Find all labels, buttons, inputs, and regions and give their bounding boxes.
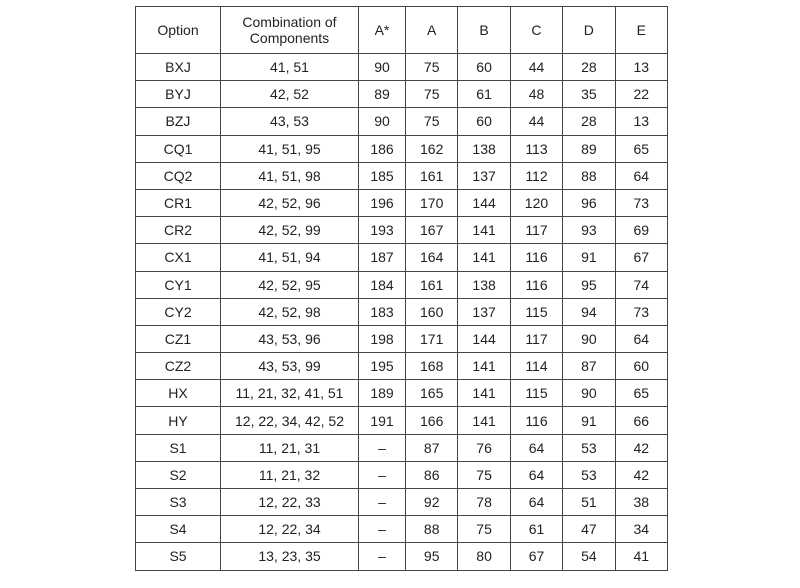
cell-c: 61 [510, 516, 562, 543]
cell-a-star: 193 [359, 217, 406, 244]
cell-e: 60 [615, 353, 667, 380]
cell-c: 120 [510, 189, 562, 216]
cell-b: 141 [458, 407, 510, 434]
cell-a-star: 187 [359, 244, 406, 271]
cell-combination: 12, 22, 34 [221, 516, 359, 543]
cell-b: 60 [458, 54, 510, 81]
cell-combination: 42, 52, 98 [221, 298, 359, 325]
table-row [136, 489, 668, 516]
cell-a-star: – [359, 434, 406, 461]
cell-c: 115 [510, 380, 562, 407]
cell-b: 144 [458, 325, 510, 352]
table-row [136, 407, 668, 434]
cell-b: 141 [458, 353, 510, 380]
cell-b: 138 [458, 271, 510, 298]
cell-combination: 43, 53 [221, 108, 359, 135]
cell-option: S2 [136, 461, 221, 488]
cell-e: 67 [615, 244, 667, 271]
cell-combination: 42, 52, 99 [221, 217, 359, 244]
cell-a-star: – [359, 489, 406, 516]
cell-e: 73 [615, 298, 667, 325]
cell-b: 137 [458, 298, 510, 325]
header-a: A [406, 7, 458, 54]
cell-c: 113 [510, 135, 562, 162]
cell-b: 141 [458, 217, 510, 244]
cell-a-star: 185 [359, 162, 406, 189]
table-row [136, 162, 668, 189]
table-row [136, 244, 668, 271]
cell-d: 96 [563, 189, 615, 216]
header-option: Option [136, 7, 221, 54]
cell-e: 69 [615, 217, 667, 244]
cell-combination: 41, 51, 95 [221, 135, 359, 162]
cell-b: 137 [458, 162, 510, 189]
cell-c: 64 [510, 489, 562, 516]
cell-combination: 42, 52 [221, 81, 359, 108]
cell-a-star: 183 [359, 298, 406, 325]
cell-e: 66 [615, 407, 667, 434]
cell-option: S3 [136, 489, 221, 516]
grade-boundaries-table [135, 6, 668, 571]
cell-combination: 11, 21, 32 [221, 461, 359, 488]
cell-c: 44 [510, 54, 562, 81]
cell-b: 144 [458, 189, 510, 216]
cell-combination: 43, 53, 96 [221, 325, 359, 352]
cell-d: 87 [563, 353, 615, 380]
cell-b: 80 [458, 543, 510, 570]
cell-a-star: – [359, 543, 406, 570]
cell-option: HY [136, 407, 221, 434]
table-row [136, 189, 668, 216]
cell-d: 91 [563, 244, 615, 271]
table-row [136, 54, 668, 81]
cell-a: 168 [406, 353, 458, 380]
cell-a: 95 [406, 543, 458, 570]
cell-combination: 43, 53, 99 [221, 353, 359, 380]
cell-a-star: 191 [359, 407, 406, 434]
table-row [136, 135, 668, 162]
cell-option: S1 [136, 434, 221, 461]
table-row [136, 325, 668, 352]
cell-a: 86 [406, 461, 458, 488]
header-c: C [510, 7, 562, 54]
header-d: D [563, 7, 615, 54]
cell-d: 88 [563, 162, 615, 189]
cell-d: 53 [563, 461, 615, 488]
table-row [136, 434, 668, 461]
cell-b: 138 [458, 135, 510, 162]
cell-c: 115 [510, 298, 562, 325]
cell-option: BZJ [136, 108, 221, 135]
cell-d: 90 [563, 325, 615, 352]
table-body [136, 54, 668, 571]
cell-c: 44 [510, 108, 562, 135]
cell-combination: 13, 23, 35 [221, 543, 359, 570]
cell-option: CQ1 [136, 135, 221, 162]
cell-option: CZ2 [136, 353, 221, 380]
cell-combination: 41, 51, 98 [221, 162, 359, 189]
cell-a: 166 [406, 407, 458, 434]
cell-option: S4 [136, 516, 221, 543]
table-row [136, 380, 668, 407]
cell-e: 64 [615, 162, 667, 189]
cell-a-star: 196 [359, 189, 406, 216]
cell-c: 67 [510, 543, 562, 570]
cell-combination: 12, 22, 33 [221, 489, 359, 516]
cell-a: 162 [406, 135, 458, 162]
table-row [136, 81, 668, 108]
cell-a-star: 189 [359, 380, 406, 407]
cell-e: 74 [615, 271, 667, 298]
table-row [136, 271, 668, 298]
cell-option: CR2 [136, 217, 221, 244]
cell-c: 116 [510, 244, 562, 271]
cell-e: 13 [615, 108, 667, 135]
cell-c: 117 [510, 325, 562, 352]
cell-combination: 12, 22, 34, 42, 52 [221, 407, 359, 434]
table-row [136, 298, 668, 325]
cell-d: 51 [563, 489, 615, 516]
cell-a-star: 186 [359, 135, 406, 162]
cell-e: 34 [615, 516, 667, 543]
cell-e: 42 [615, 434, 667, 461]
cell-a-star: 90 [359, 108, 406, 135]
cell-c: 116 [510, 407, 562, 434]
cell-d: 28 [563, 54, 615, 81]
cell-c: 64 [510, 434, 562, 461]
table-row [136, 516, 668, 543]
header-row [136, 7, 668, 54]
cell-a-star: 89 [359, 81, 406, 108]
cell-a: 167 [406, 217, 458, 244]
cell-d: 89 [563, 135, 615, 162]
cell-a: 171 [406, 325, 458, 352]
cell-d: 91 [563, 407, 615, 434]
cell-e: 65 [615, 135, 667, 162]
cell-option: CY2 [136, 298, 221, 325]
cell-c: 114 [510, 353, 562, 380]
table-row [136, 108, 668, 135]
cell-option: CR1 [136, 189, 221, 216]
cell-option: HX [136, 380, 221, 407]
cell-e: 42 [615, 461, 667, 488]
cell-a: 165 [406, 380, 458, 407]
cell-c: 48 [510, 81, 562, 108]
cell-e: 38 [615, 489, 667, 516]
cell-c: 116 [510, 271, 562, 298]
header-a-star: A* [359, 7, 406, 54]
cell-c: 117 [510, 217, 562, 244]
cell-e: 22 [615, 81, 667, 108]
cell-a: 161 [406, 162, 458, 189]
table-row [136, 217, 668, 244]
cell-a-star: 184 [359, 271, 406, 298]
cell-option: CZ1 [136, 325, 221, 352]
cell-a: 75 [406, 54, 458, 81]
cell-a: 87 [406, 434, 458, 461]
cell-e: 73 [615, 189, 667, 216]
cell-c: 112 [510, 162, 562, 189]
cell-option: CY1 [136, 271, 221, 298]
grade-boundaries-table-wrapper [135, 6, 667, 571]
cell-d: 90 [563, 380, 615, 407]
table-row [136, 543, 668, 570]
cell-combination: 41, 51, 94 [221, 244, 359, 271]
cell-b: 60 [458, 108, 510, 135]
cell-combination: 11, 21, 32, 41, 51 [221, 380, 359, 407]
cell-b: 75 [458, 461, 510, 488]
cell-d: 35 [563, 81, 615, 108]
cell-d: 94 [563, 298, 615, 325]
cell-c: 64 [510, 461, 562, 488]
cell-a-star: – [359, 461, 406, 488]
cell-option: BYJ [136, 81, 221, 108]
cell-a: 161 [406, 271, 458, 298]
cell-a-star: 195 [359, 353, 406, 380]
cell-e: 64 [615, 325, 667, 352]
cell-b: 75 [458, 516, 510, 543]
cell-d: 95 [563, 271, 615, 298]
cell-b: 78 [458, 489, 510, 516]
cell-b: 141 [458, 380, 510, 407]
cell-d: 47 [563, 516, 615, 543]
cell-combination: 41, 51 [221, 54, 359, 81]
cell-option: CX1 [136, 244, 221, 271]
cell-d: 53 [563, 434, 615, 461]
cell-a-star: 198 [359, 325, 406, 352]
cell-e: 41 [615, 543, 667, 570]
table-row [136, 353, 668, 380]
cell-a-star: – [359, 516, 406, 543]
cell-combination: 11, 21, 31 [221, 434, 359, 461]
table-header [136, 7, 668, 54]
header-combination: Combination of Components [221, 7, 359, 54]
cell-b: 61 [458, 81, 510, 108]
header-e: E [615, 7, 667, 54]
cell-a: 88 [406, 516, 458, 543]
cell-a: 75 [406, 108, 458, 135]
cell-option: S5 [136, 543, 221, 570]
cell-a: 75 [406, 81, 458, 108]
cell-d: 28 [563, 108, 615, 135]
cell-a: 164 [406, 244, 458, 271]
cell-d: 93 [563, 217, 615, 244]
cell-a: 160 [406, 298, 458, 325]
cell-b: 141 [458, 244, 510, 271]
cell-a-star: 90 [359, 54, 406, 81]
cell-d: 54 [563, 543, 615, 570]
cell-combination: 42, 52, 95 [221, 271, 359, 298]
cell-e: 65 [615, 380, 667, 407]
cell-a: 170 [406, 189, 458, 216]
cell-option: BXJ [136, 54, 221, 81]
table-row [136, 461, 668, 488]
cell-combination: 42, 52, 96 [221, 189, 359, 216]
cell-e: 13 [615, 54, 667, 81]
header-b: B [458, 7, 510, 54]
cell-b: 76 [458, 434, 510, 461]
cell-a: 92 [406, 489, 458, 516]
cell-option: CQ2 [136, 162, 221, 189]
